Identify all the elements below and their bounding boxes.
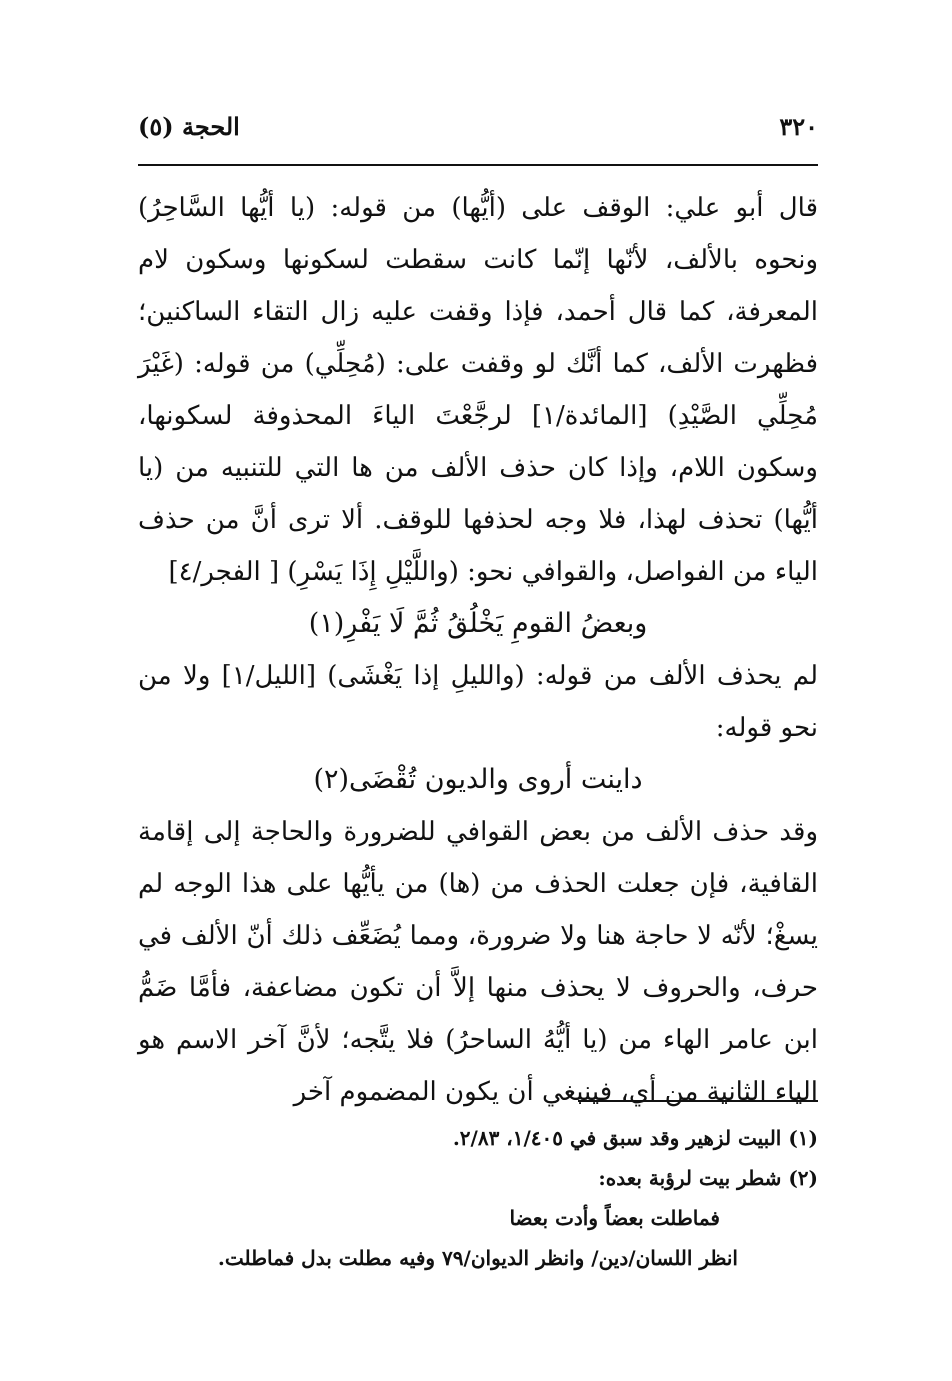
- footnote-1: (١) البيت لزهير وقد سبق في ١/٤٠٥، ٢/٨٣.: [452, 1126, 818, 1150]
- footnote-2: (٢) شطر بيت لرؤبة بعده:: [598, 1166, 818, 1190]
- paragraph-1: قال أبو علي: الوقف على (أيُّها) من قوله: (يا أيُّها السَّاحِرُ) ونحوه بالألف، لأنّها إنّما كانت سقطت لسكونها وسكون لام المعرفة، كما قال أحمد، فإذا وقفت عليه زال التقاء الساكنين؛ فظهرت الألف، كما أنَّك لو وقفت على: (مُحِلِّي) من قوله: (غَيْرَ مُحِلِّي الصَّيْدِ) [المائدة/١] لرجَّعْتَ الياءَ المحذوفة لسكونها، وسكون اللام، وإذا كان حذف الألف من ها التي للتنبيه من (يا أيُّها) تحذف لهذا، فلا وجه لحذفها للوقف. ألا ترى أنَّ من حذف الياء من الفواصل، والقوافي نحو: (واللَّيْلِ إِذَا يَسْرِ) [ الفجر/٤]: [138, 193, 819, 587]
- footnote-2-reference: انظر اللسان/دين/ وانظر الديوان/٧٩ وفيه مطلت بدل فماطلت.: [217, 1246, 738, 1270]
- book-title: الحجة (٥): [138, 112, 240, 141]
- verse-2: داينت أروى والديون تُقْضَى(٢): [313, 764, 643, 795]
- main-text: [138, 182, 818, 1118]
- verse-1: وبعضُ القومِ يَخْلُقُ ثُمَّ لَا يَفْرِ(١): [308, 608, 648, 639]
- paragraph-3: وقد حذف الألف من بعض القوافي للضرورة والحاجة إلى إقامة القافية، فإن جعلت الحذف من (ها) من يأيُّها على هذا الوجه لم يسغْ؛ لأنّه لا حاجة هنا ولا ضرورة، ومما يُضَعِّف ذلك أنّ الألف في حرف، والحروف لا يحذف منها إلاَّ أن تكون مضاعفة، فأمَّا ضَمُّ ابن عامر الهاء من (يا أيُّهُ الساحرُ) فلا يتَّجه؛ لأنَّ آخر الاسم هو الياء الثانية من أي، فينبغي أن يكون المضموم آخر: [138, 817, 818, 1107]
- footnotes: [138, 1118, 818, 1278]
- running-head: [138, 112, 818, 141]
- header-rule: [138, 164, 818, 166]
- footnote-rule: [578, 1100, 818, 1102]
- paragraph-2: لم يحذف الألف من قوله: (والليلِ إذا يَغْشَى) [الليل/١] ولا من نحو قوله:: [138, 661, 819, 743]
- page-number: ٣٢٠: [779, 112, 818, 141]
- footnote-2-verse: فماطلت بعضاً وأدت بعضا: [509, 1206, 720, 1230]
